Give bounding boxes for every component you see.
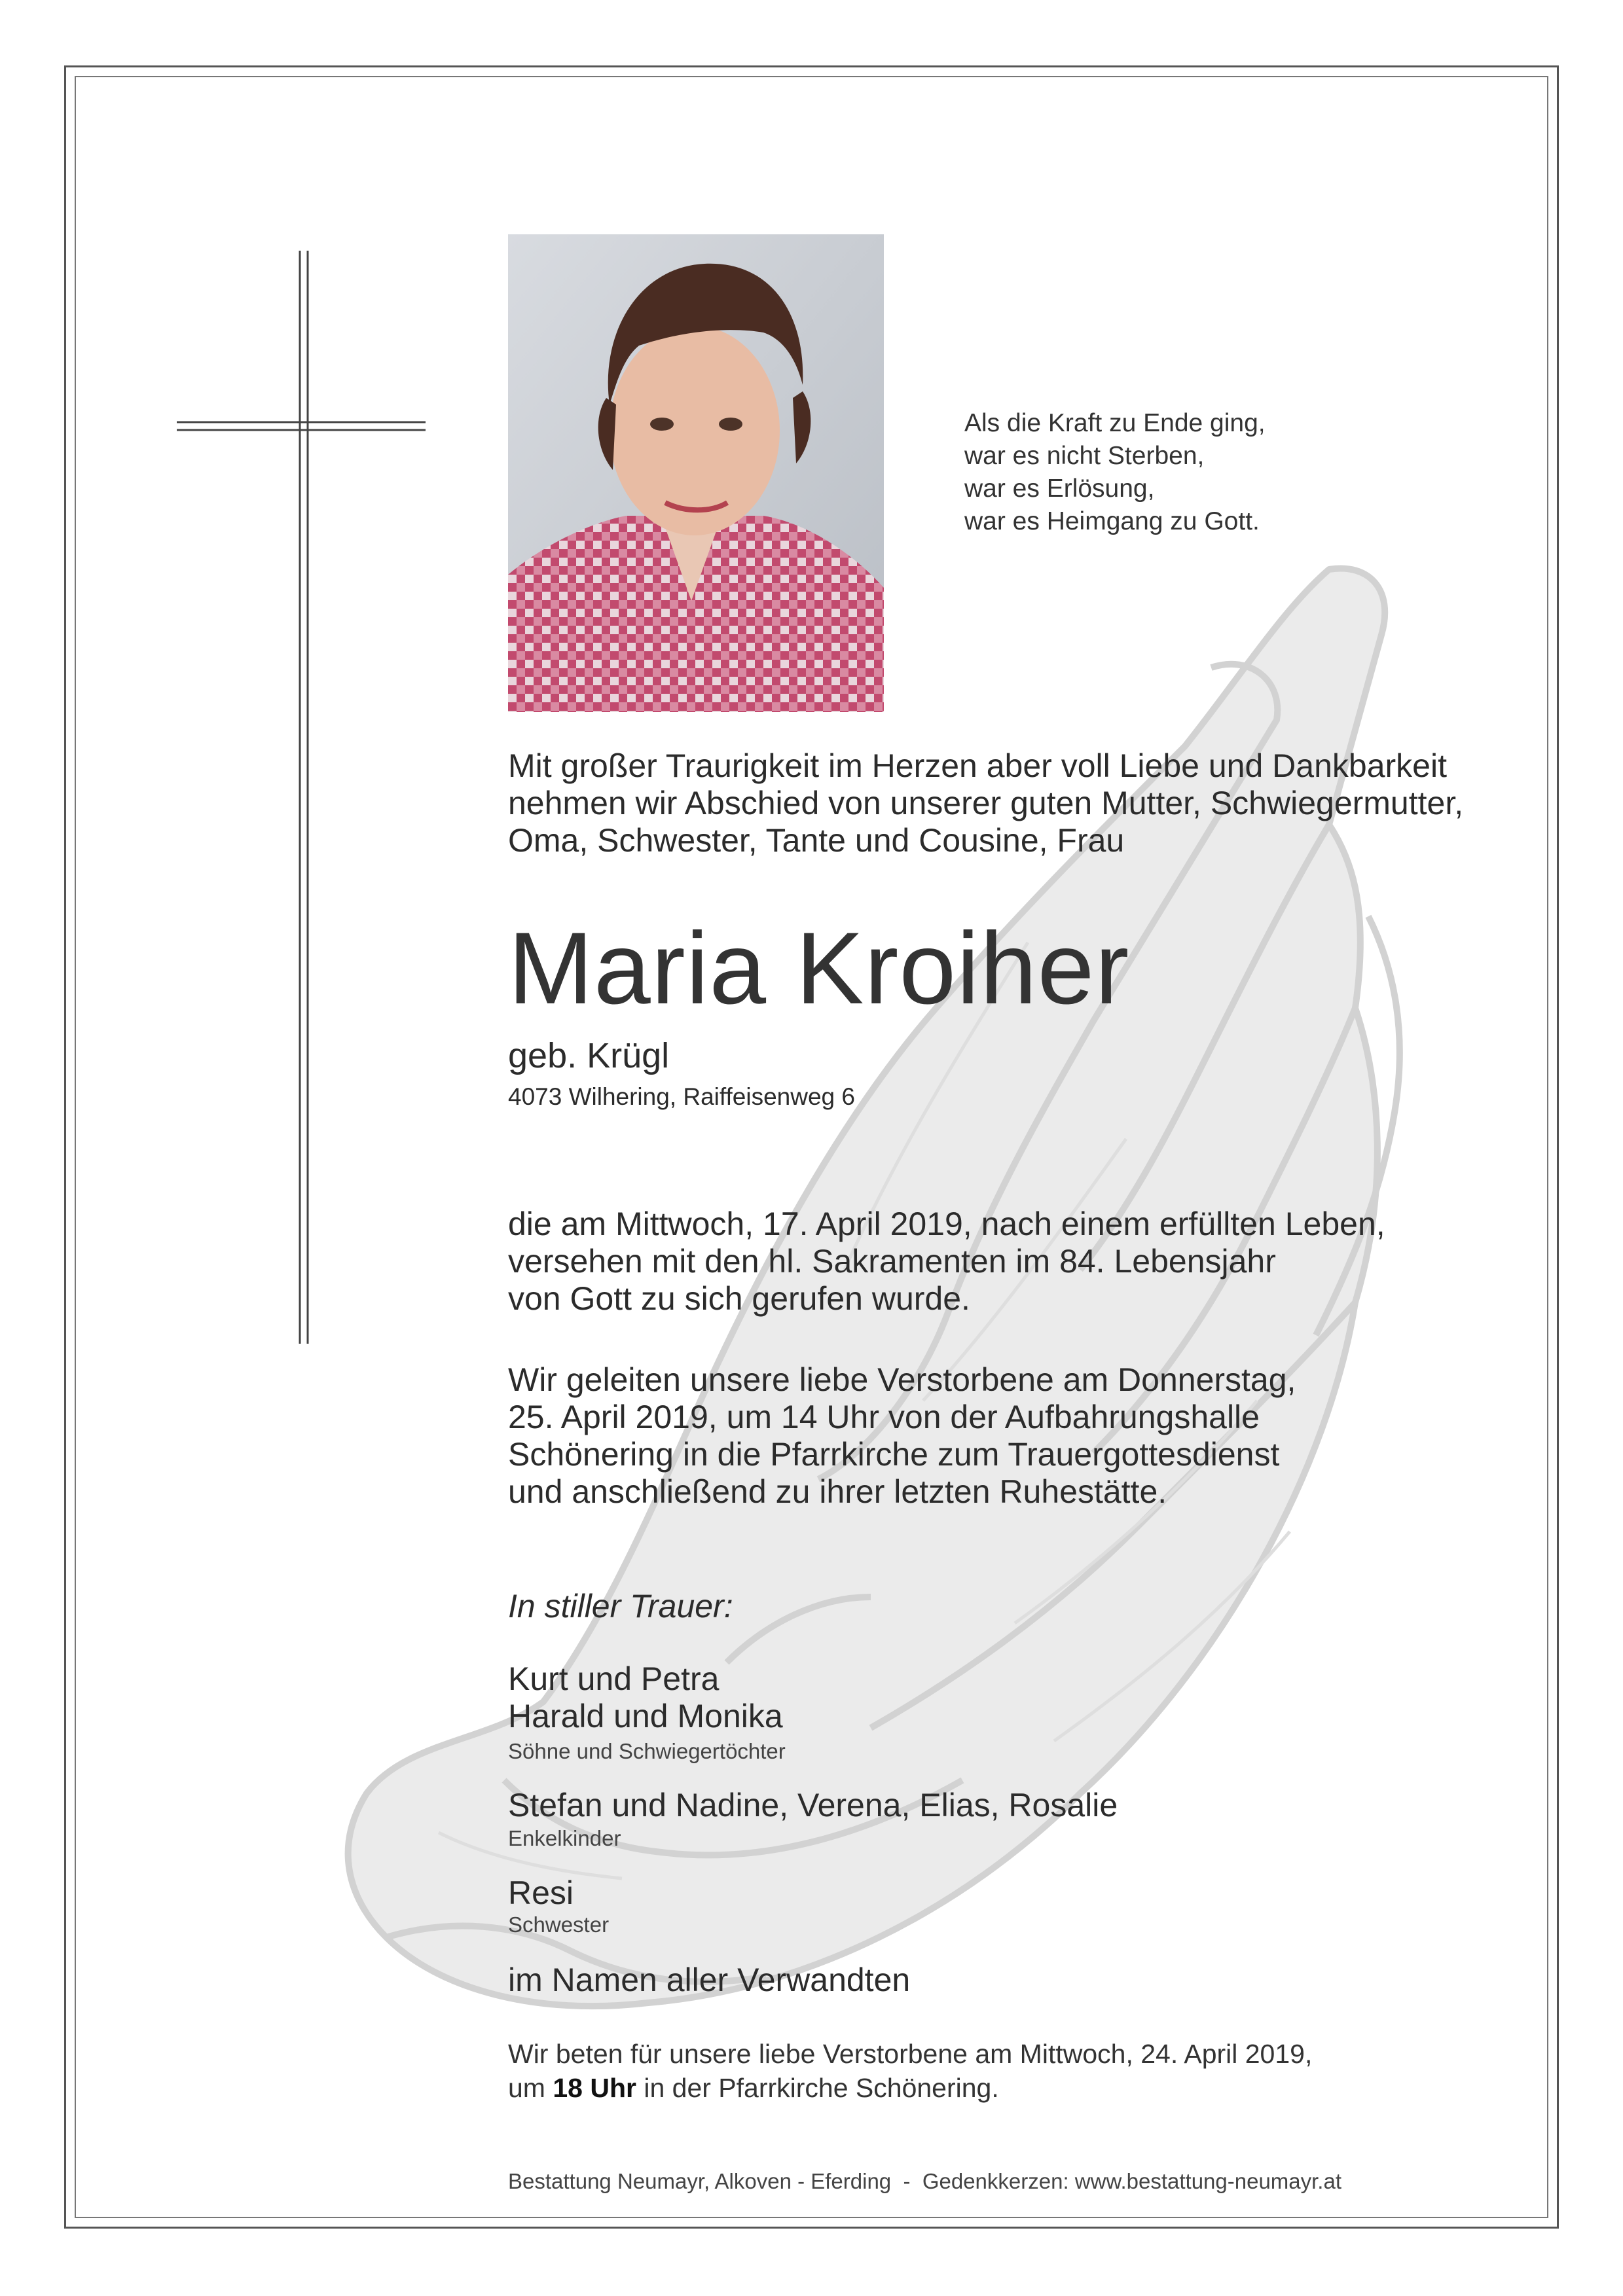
- intro-line: Oma, Schwester, Tante und Cousine, Frau: [508, 822, 1125, 859]
- prayer-time: 18 Uhr: [553, 2073, 636, 2103]
- death-notice-line: die am Mittwoch, 17. April 2019, nach einem erfüllten Leben,: [508, 1206, 1385, 1242]
- deceased-name: Maria Kroiher: [508, 912, 1130, 1026]
- mourner-role: Schwester: [508, 1912, 610, 1937]
- prayer-suffix: in der Pfarrkirche Schönering.: [636, 2073, 999, 2103]
- memorial-poem: [964, 407, 1266, 538]
- prayer-line-2: [508, 2071, 1312, 2105]
- intro-text: [508, 747, 1463, 859]
- portrait-photo: [508, 234, 884, 712]
- footer-funeral-home: Bestattung Neumayr, Alkoven - Eferding - Gedenkkerzen: www.bestattung-neumayr.at: [508, 2169, 1341, 2193]
- mourner-names: Harald und Monika: [508, 1698, 783, 1734]
- maiden-name: geb. Krügl: [508, 1036, 670, 1075]
- death-notice: [508, 1206, 1385, 1318]
- address: 4073 Wilhering, Raiffeisenweg 6: [508, 1083, 855, 1110]
- death-notice-line: von Gott zu sich gerufen wurde.: [508, 1280, 970, 1317]
- poem-line: Als die Kraft zu Ende ging,: [964, 409, 1266, 437]
- mourner-names: Stefan und Nadine, Verena, Elias, Rosalie: [508, 1787, 1118, 1823]
- funeral-notice: [508, 1361, 1296, 1511]
- prayer-prefix: um: [508, 2073, 553, 2103]
- intro-line: Mit großer Traurigkeit im Herzen aber voll Liebe und Dankbarkeit: [508, 747, 1447, 784]
- death-notice-line: versehen mit den hl. Sakramenten im 84. Lebensjahr: [508, 1243, 1276, 1280]
- mourners-heading: In stiller Trauer:: [508, 1588, 733, 1624]
- poem-line: war es Heimgang zu Gott.: [964, 507, 1260, 535]
- mourner-role: Enkelkinder: [508, 1826, 621, 1850]
- mourner-names: Resi: [508, 1874, 574, 1911]
- mourner-group-sons: [508, 1660, 783, 1735]
- mourner-names: Kurt und Petra: [508, 1660, 720, 1697]
- funeral-line: Schönering in die Pfarrkirche zum Trauergottesdienst: [508, 1436, 1280, 1473]
- poem-line: war es nicht Sterben,: [964, 442, 1205, 470]
- funeral-line: Wir geleiten unsere liebe Verstorbene am Donnerstag,: [508, 1361, 1296, 1398]
- poem-line: war es Erlösung,: [964, 475, 1155, 503]
- prayer-line: Wir beten für unsere liebe Verstorbene am Mittwoch, 24. April 2019,: [508, 2039, 1313, 2069]
- prayer-notice: [508, 2037, 1312, 2105]
- mourners-closing: im Namen aller Verwandten: [508, 1962, 911, 1998]
- mourner-role: Söhne und Schwiegertöchter: [508, 1739, 786, 1763]
- funeral-line: 25. April 2019, um 14 Uhr von der Aufbahrungshalle: [508, 1399, 1260, 1435]
- intro-line: nehmen wir Abschied von unserer guten Mutter, Schwiegermutter,: [508, 785, 1464, 821]
- cross-icon: [177, 251, 426, 1344]
- funeral-line: und anschließend zu ihrer letzten Ruhestätte.: [508, 1473, 1167, 1510]
